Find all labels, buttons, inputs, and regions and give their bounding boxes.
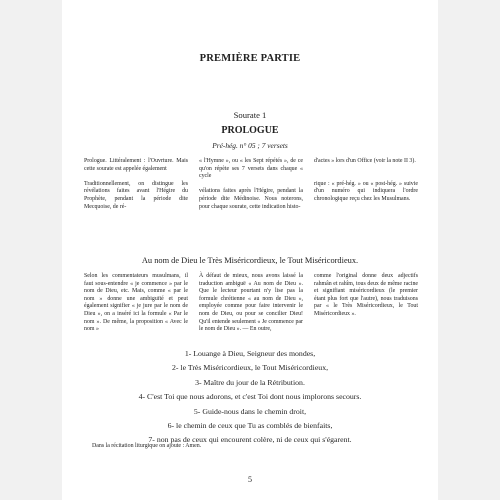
verse: 3- Maître du jour de la Rétribution. (195, 377, 305, 387)
page-number: 5 (248, 475, 252, 484)
note-column-1: Selon les commentateurs musulmans, il faut sous-entendre « je commence » par le nom de Dieu, etc. Mais, comme « par le nom » donne une ambiguïté et peut également signifier « je jure par le nom de Dieu », on a inséré ici la formule « Par le nom ». De même, la proposition « Avec le nom » (84, 273, 188, 333)
intro-paragraph: Prologue. Littéralement : l'Ouvrture. Mais cette sourate est appelée également (84, 158, 188, 172)
note-column-3: comme l'original donne deux adjectifs rahmân et rahîm, tous deux de même racine et signifiant miséricordieux (le premier étant plus fort que l'autre), nous traduisons par « le Très Miséricordieux, le Tout Miséricordieux ». (314, 273, 418, 317)
verse: 6- le chemin de ceux que Tu as comblés de bienfaits, (167, 421, 333, 431)
intro-paragraph: Traditionnellement, on distingue les révélations faites avant l'Hégire du Prophète, pendant la période dite Mecquoise, de ré- (84, 180, 188, 210)
verse: 7- non pas de ceux qui encourent colère, ni de ceux qui s'égarent. (148, 435, 352, 445)
revelation-info: Pré-hég. n° 05 ; 7 versets (212, 141, 288, 150)
intro-column-1 (84, 158, 188, 211)
intro-column-3 (314, 158, 418, 211)
verse: 5- Guide-nous dans le chemin droit, (193, 406, 307, 416)
intro-column-2 (199, 158, 303, 211)
sourate-number: Sourate 1 (233, 110, 267, 120)
verse: 2- le Très Miséricordieux, le Tout Miséricordieux, (171, 363, 329, 373)
intro-paragraph: rique : « pré-hég. » ou « post-hég. » suivie d'un numéro qui indiquera l'ordre chronologique reçu chez les Musulmans. (314, 180, 418, 202)
intro-paragraph: « l'Hymne », ou « les Sept répétés », de ce qu'on répète ses 7 versets dans chaque « cycle (199, 158, 303, 180)
intro-paragraph: vélations faites après l'Hégire, pendant la période dite Médinoise. Nous noterons, pour chaque sourate, cette indication histo- (199, 188, 303, 210)
sourate-title: PROLOGUE (221, 125, 279, 136)
bismillah: Au nom de Dieu le Très Miséricordieux, le Tout Miséricordieux. (141, 256, 359, 265)
bismillah-notes (84, 273, 418, 334)
part-title: PREMIÈRE PARTIE (199, 53, 301, 64)
book-page (62, 0, 438, 500)
liturgy-note: Dans la récitation liturgique on ajoute : Amen. (92, 443, 202, 449)
verse: 4- C'est Toi que nous adorons, et c'est Toi dont nous implorons secours. (138, 392, 362, 402)
verse: 1- Louange à Dieu, Seigneur des mondes, (184, 349, 316, 358)
verse-list (62, 347, 438, 448)
intro-paragraph: d'actes » lors d'un Office (voir la note II 3). (314, 158, 416, 164)
intro-notes (84, 158, 418, 211)
note-column-2: À défaut de mieux, nous avons laissé la traduction ambiguë « Au nom de Dieu ». Que le lecteur pourtant n'y lise pas la formule chrétienne « au nom de Dieu », employée comme pour faire intervenir le nom de Dieu, ou pour se concilier Dieu! Qu'il entende seulement « Je commence par le nom de Dieu ». — En outre, (199, 273, 303, 333)
